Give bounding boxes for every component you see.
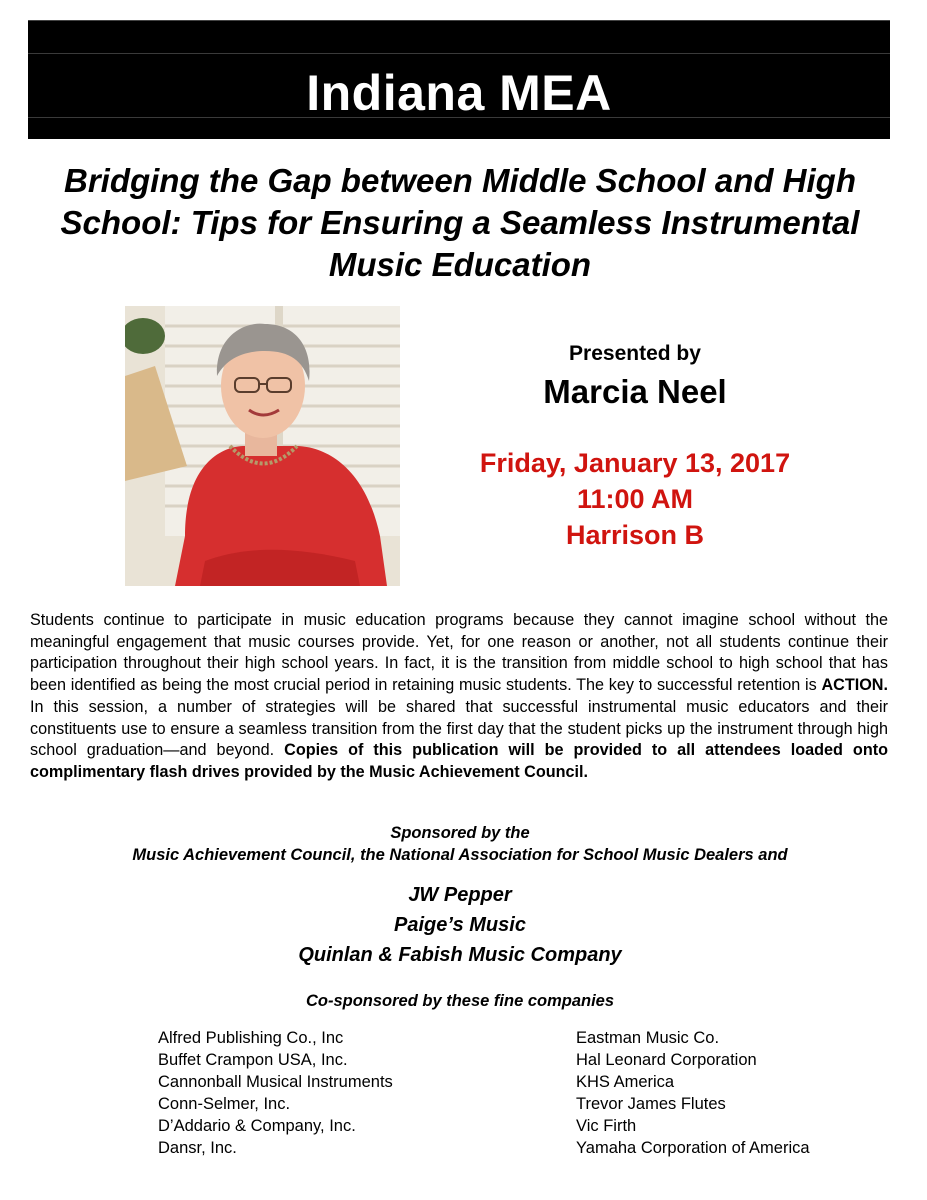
sponsor-item: Paige’s Music <box>394 914 526 936</box>
cosponsor-list-left <box>158 1027 393 1159</box>
sponsor-list <box>40 880 880 970</box>
cosponsor-item: Dansr, Inc. <box>158 1139 237 1157</box>
description-emphasis: ACTION. <box>821 676 888 695</box>
cosponsor-heading: Co-sponsored by these fine companies <box>305 992 615 1010</box>
cosponsor-item: Hal Leonard Corporation <box>576 1051 757 1069</box>
session-room: Harrison B <box>565 520 705 550</box>
banner-rule-top <box>28 53 890 54</box>
cosponsor-item: Vic Firth <box>576 1117 637 1135</box>
cosponsor-item: Eastman Music Co. <box>576 1029 720 1047</box>
session-title: Bridging the Gap between Middle School and High School: Tips for Ensuring a Seamless Instrumental Music Education <box>60 162 860 283</box>
header-banner <box>28 20 890 139</box>
banner-title: Indiana MEA <box>306 65 612 121</box>
presenter-photo <box>125 306 400 586</box>
sponsor-heading-line1: Sponsored by the <box>390 824 530 842</box>
session-description <box>30 610 888 784</box>
cosponsor-item: Yamaha Corporation of America <box>576 1139 810 1157</box>
sponsor-item: Quinlan & Fabish Music Company <box>298 944 622 966</box>
session-schedule <box>430 445 840 553</box>
sponsor-heading <box>40 822 880 866</box>
presenter-name: Marcia Neel <box>543 373 727 410</box>
cosponsor-item: Trevor James Flutes <box>576 1095 726 1113</box>
description-text-1: Students continue to participate in music education programs because they cannot imagine school without the meaningful engagement that music courses provide. Yet, for one reason or another, not all students continue their participation throughout their high school years. In fact, it is the transition from middle school to high school that has been identified as being the most crucial period in retaining music students. The key to successful retention is <box>30 611 888 695</box>
session-time: 11:00 AM <box>576 484 694 514</box>
description-text-2: In this session, a number of strategies will be shared that successful instrumental music educators and their constituents use to ensure a seamless transition from the first day that the student picks up the instrument through high school graduation—and beyond. <box>30 697 888 760</box>
presented-by-label: Presented by <box>569 342 701 365</box>
sponsor-heading-line2: Music Achievement Council, the National Association for School Music Dealers and <box>132 846 788 864</box>
sponsor-item: JW Pepper <box>408 884 512 906</box>
cosponsor-item: Conn-Selmer, Inc. <box>158 1095 291 1113</box>
cosponsor-item: Alfred Publishing Co., Inc <box>158 1029 344 1047</box>
cosponsor-list-right <box>576 1027 810 1159</box>
cosponsor-item: KHS America <box>576 1073 675 1091</box>
description-closing: Copies of this publication will be provided to all attendees loaded onto complimentary flash drives provided by the Music Achievement Council. <box>30 741 888 781</box>
presenter-photo-illustration <box>125 306 400 586</box>
cosponsor-item: Cannonball Musical Instruments <box>158 1073 393 1091</box>
session-date: Friday, January 13, 2017 <box>479 448 791 478</box>
cosponsor-item: D’Addario & Company, Inc. <box>158 1117 356 1135</box>
cosponsor-item: Buffet Crampon USA, Inc. <box>158 1051 348 1069</box>
